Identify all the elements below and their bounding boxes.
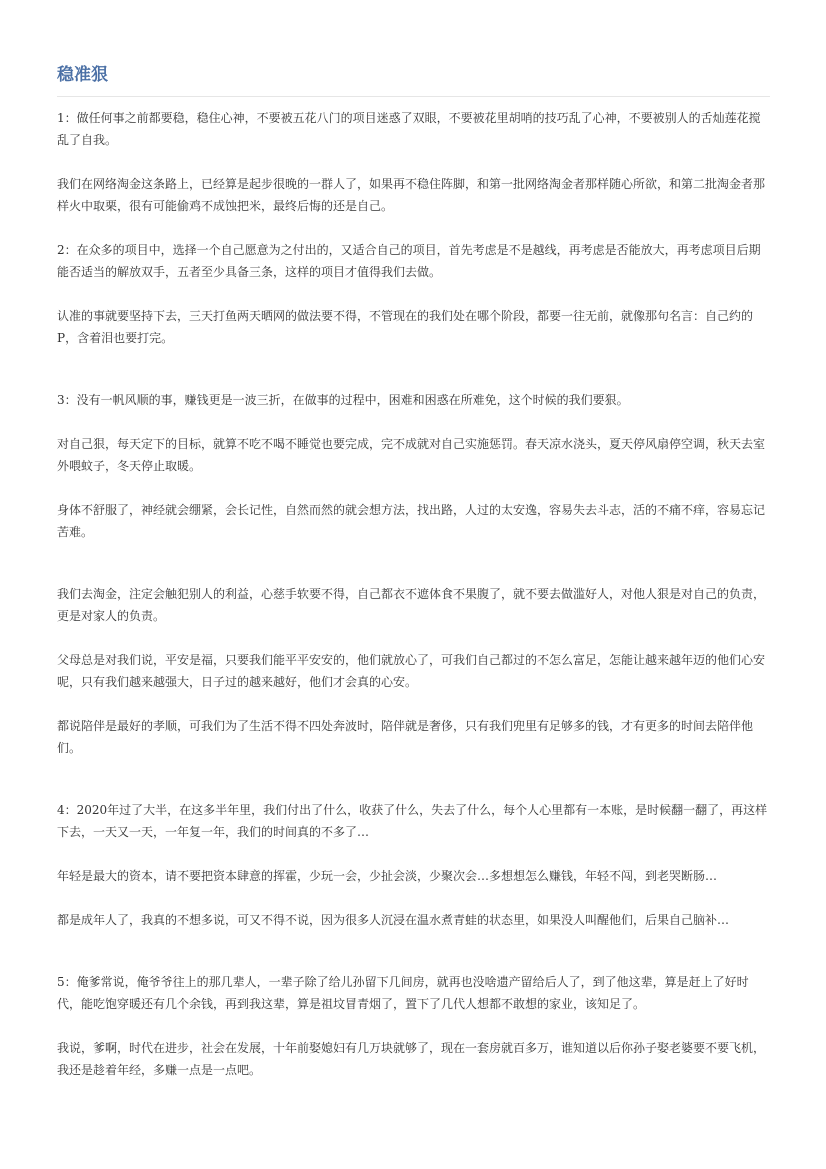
paragraph: 我们在网络淘金这条路上，已经算是起步很晚的一群人了，如果再不稳住阵脚，和第一批网络淘金者那样随心所欲，和第二批淘金者那样火中取栗，很有可能偷鸡不成蚀把米，最终后悔的还是自己。 bbox=[57, 177, 766, 213]
paragraph: 我们去淘金，注定会触犯别人的利益，心慈手软要不得，自己都衣不遮体食不果腹了，就不要去做滥好人，对他人狠是对自己的负责，更是对家人的负责。 bbox=[57, 587, 766, 623]
paragraph: 认准的事就要坚持下去，三天打鱼两天晒网的做法要不得，不管现在的我们处在哪个阶段，都要一往无前，就像那句名言：自己约的P，含着泪也要打完。 bbox=[57, 309, 754, 345]
document-title: 稳准狠 bbox=[57, 62, 770, 97]
paragraph: 我说，爹啊，时代在进步，社会在发展，十年前娶媳妇有几万块就够了，现在一套房就百多万，谁知道以后你孙子娶老婆要不要飞机，我还是趁着年经，多赚一点是一点吧。 bbox=[57, 1041, 766, 1077]
paragraph: 3：没有一帆风顺的事，赚钱更是一波三折，在做事的过程中，困难和困惑在所难免，这个时候的我们要狠。 bbox=[57, 393, 629, 407]
paragraph: 父母总是对我们说，平安是福，只要我们能平平安安的，他们就放心了，可我们自己都过的不怎么富足，怎能让越来越年迈的他们心安呢，只有我们越来越强大，日子过的越来越好，他们才会真的心安。 bbox=[57, 653, 766, 689]
document-page bbox=[57, 62, 770, 1103]
paragraph: 4：2020年过了大半，在这多半年里，我们付出了什么，收获了什么，失去了什么，每个人心里都有一本账，是时候翻一翻了，再这样下去，一天又一天，一年复一年，我们的时间真的不多了… bbox=[57, 803, 768, 839]
document-body bbox=[57, 107, 770, 1081]
paragraph: 都是成年人了，我真的不想多说，可又不得不说，因为很多人沉浸在温水煮青蛙的状态里，如果没人叫醒他们，后果自己脑补… bbox=[57, 913, 730, 927]
paragraph: 年轻是最大的资本，请不要把资本肆意的挥霍，少玩一会，少扯会淡，少聚次会…多想想怎么赚钱，年轻不闯，到老哭断肠… bbox=[57, 869, 718, 883]
paragraph: 1：做任何事之前都要稳，稳住心神，不要被五花八门的项目迷惑了双眼，不要被花里胡哨的技巧乱了心神，不要被别人的舌灿莲花搅乱了自我。 bbox=[57, 111, 761, 147]
paragraph: 5：俺爹常说，俺爷爷往上的那几辈人，一辈子除了给儿孙留下几间房，就再也没啥遗产留给后人了，到了他这辈，算是赶上了好时代，能吃饱穿暖还有几个余钱，再到我这辈，算是祖坟冒青烟了，置下了几代人想都不敢想的家业，该知足了。 bbox=[57, 975, 749, 1011]
paragraph: 身体不舒服了，神经就会绷紧，会长记性，自然而然的就会想方法，找出路，人过的太安逸，容易失去斗志，活的不痛不痒，容易忘记苦难。 bbox=[57, 503, 766, 539]
paragraph: 2：在众多的项目中，选择一个自己愿意为之付出的，又适合自己的项目，首先考虑是不是越线，再考虑是否能放大，再考虑项目后期能否适当的解放双手，五者至少具备三条，这样的项目才值得我们去做。 bbox=[57, 243, 761, 279]
paragraph: 都说陪伴是最好的孝顺，可我们为了生活不得不四处奔波时，陪伴就是奢侈，只有我们兜里有足够多的钱，才有更多的时间去陪伴他们。 bbox=[57, 719, 754, 755]
paragraph: 对自己狠，每天定下的目标，就算不吃不喝不睡觉也要完成，完不成就对自己实施惩罚。春天凉水浇头，夏天停风扇停空调，秋天去室外喂蚊子，冬天停止取暖。 bbox=[57, 437, 766, 473]
